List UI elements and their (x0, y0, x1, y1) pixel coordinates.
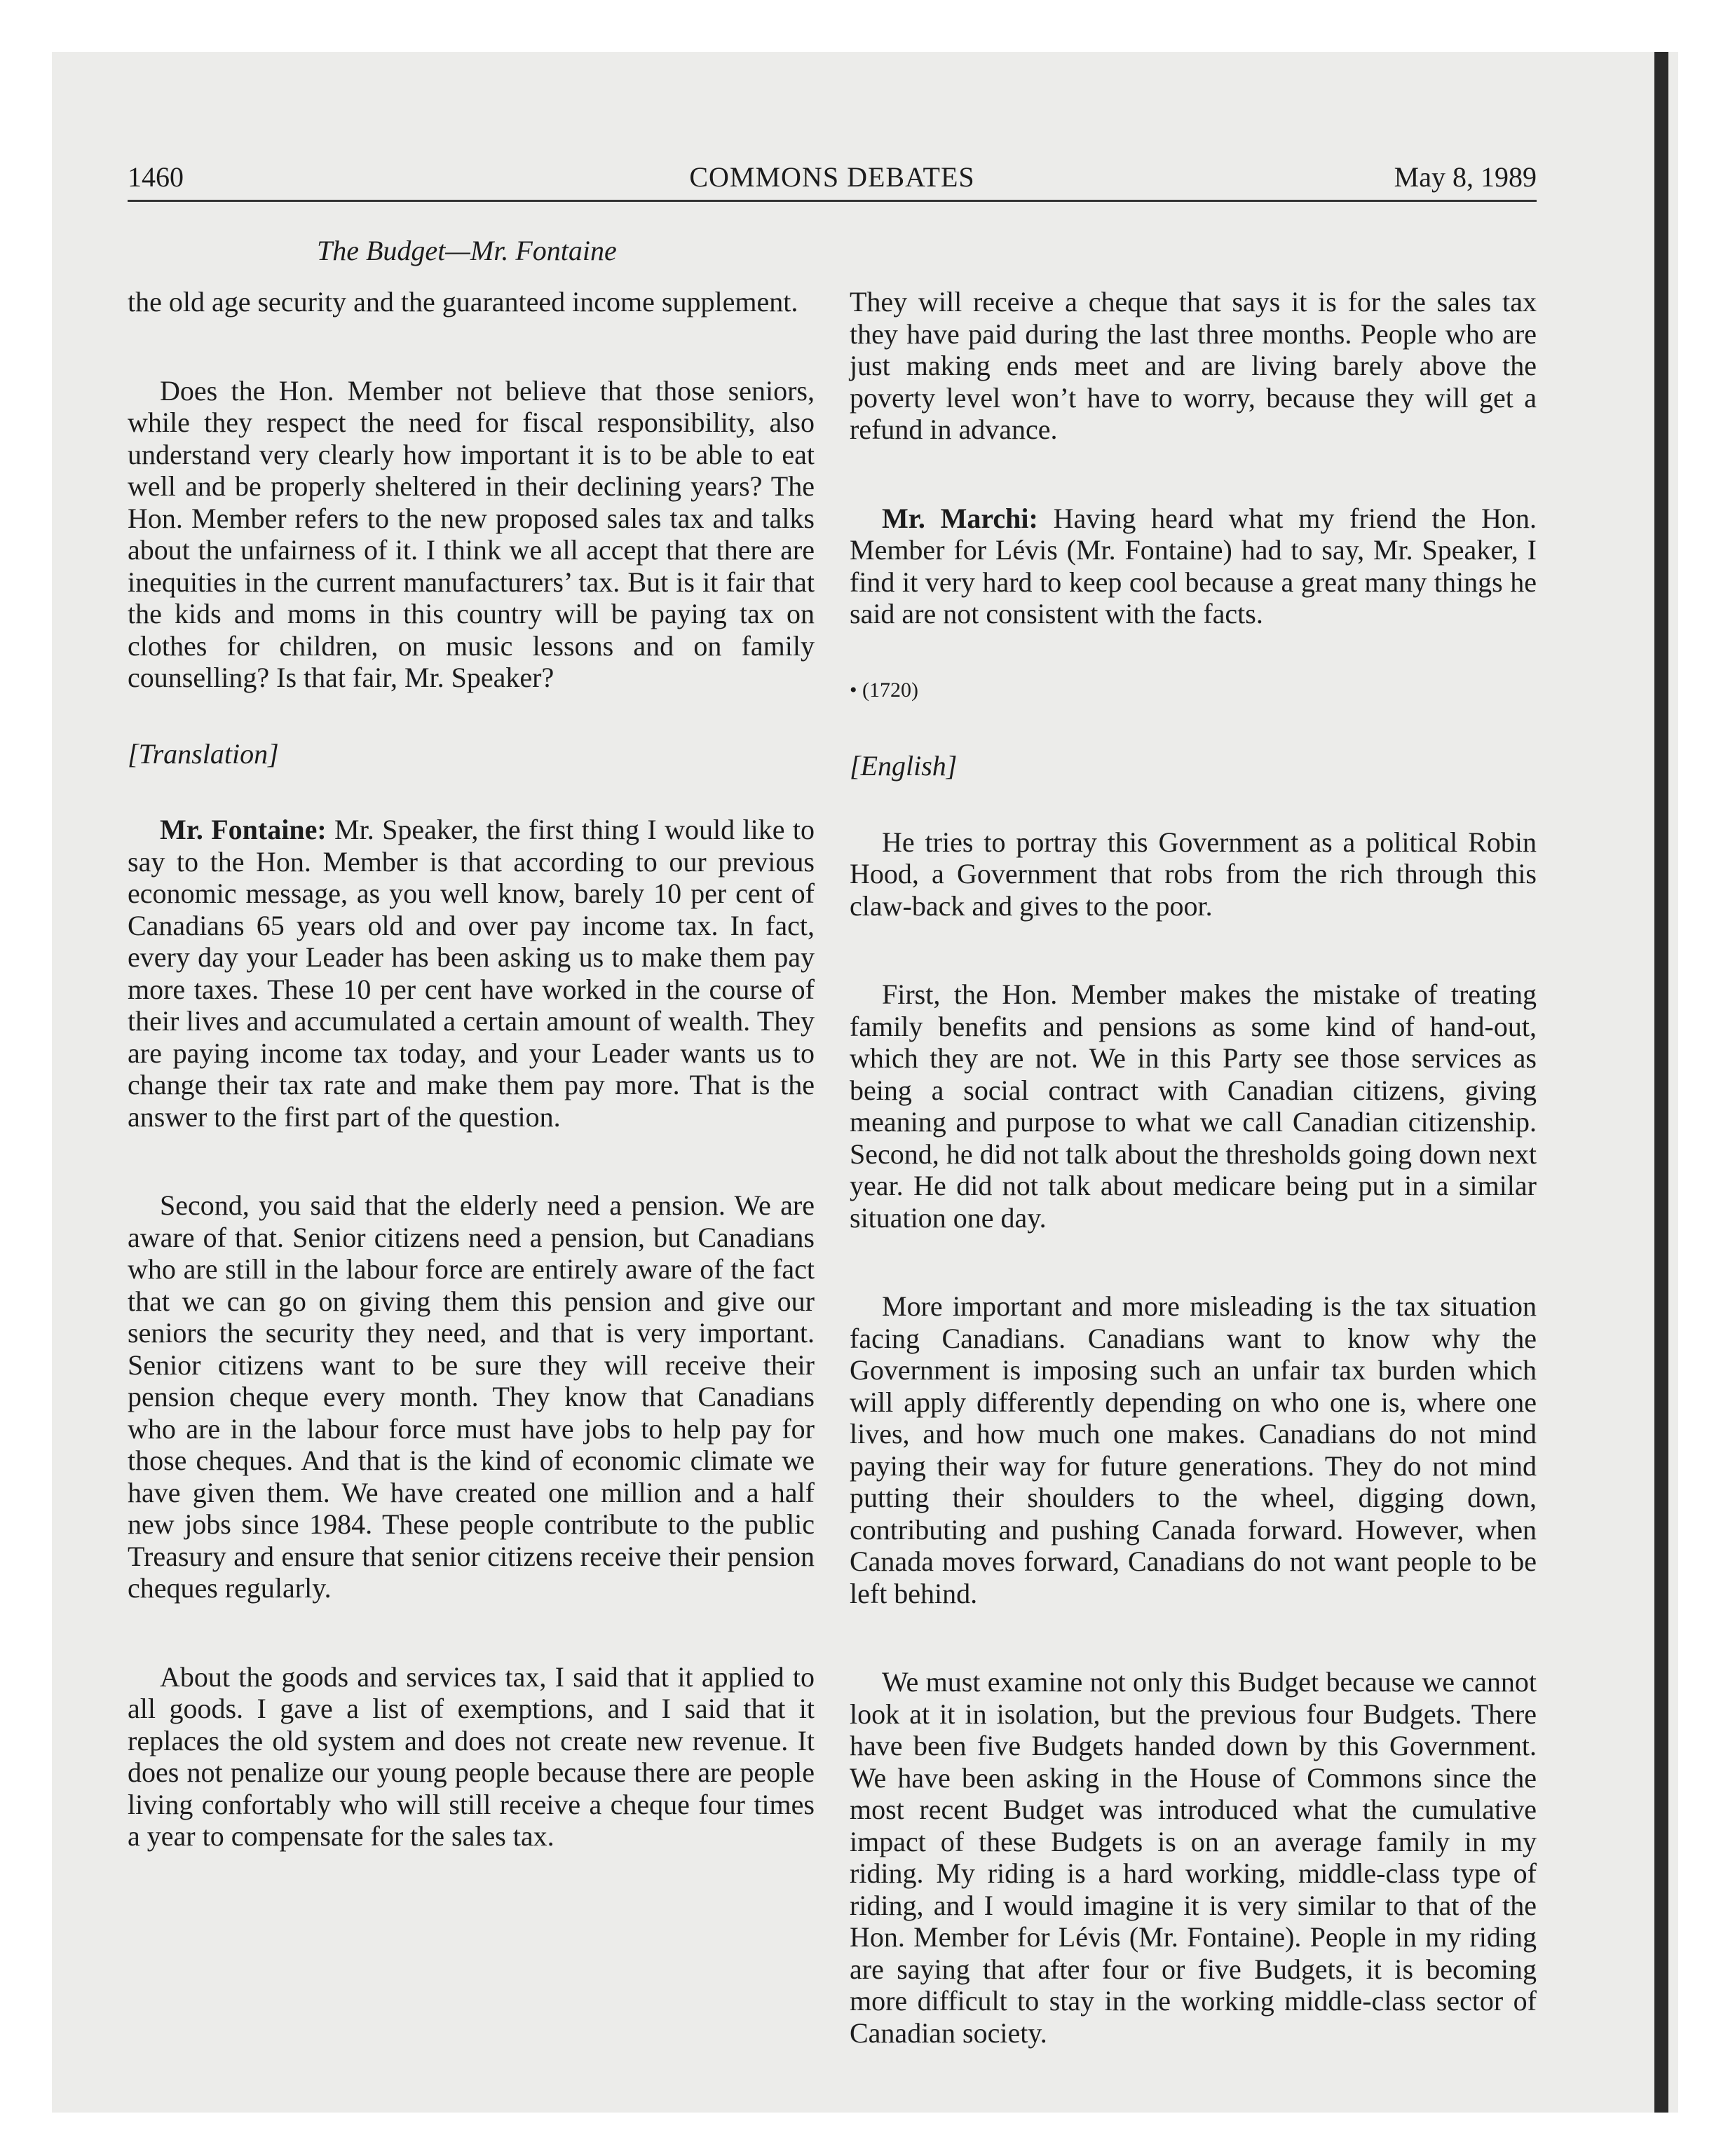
speech-text: Having heard what my friend the Hon. Member for Lévis (Mr. Fontaine) had to say, Mr. Speaker, I find it very hard to keep cool because a great many things he said are not consistent with the facts. (850, 502, 1537, 629)
time-marker: • (1720) (850, 678, 918, 702)
left-column (128, 286, 815, 1853)
publication-date: May 8, 1989 (1394, 161, 1537, 193)
paragraph: He tries to portray this Government as a political Robin Hood, a Government that robs from the rich through this claw-back and gives to the poor. (850, 826, 1537, 922)
paragraph: the old age security and the guaranteed income supplement. (128, 286, 798, 318)
paragraph: We must examine not only this Budget because we cannot look at it in isolation, but the previous four Budgets. There have been five Budgets handed down by this Government. We have been asking in the House of Commons since the most recent Budget was introduced what the cumulative impact of these Budgets is on an average family in my riding. My riding is a hard working, middle-class type of riding, and I would imagine it is very similar to that of the Hon. Member for Lévis (Mr. Fontaine). People in my riding are saying that after four or five Budgets, it is becoming more difficult to stay in the working middle-class sector of Canadian society. (850, 1666, 1537, 2049)
right-column (850, 286, 1537, 2049)
paragraph: More important and more misleading is the tax situation facing Canadians. Canadians want to know why the Government is imposing such an unfair tax burden which will apply differently depending on who one is, where one lives, and how much one makes. Canadians do not mind paying their way for future generations. They do not mind putting their shoulders to the wheel, digging down, contributing and pushing Canada forward. However, when Canada moves forward, Canadians do not want people to be left behind. (850, 1290, 1537, 1609)
paragraph: They will receive a cheque that says it is for the sales tax they have paid during the last three months. People who are just making ends meet and are living barely above the poverty level won’t have to worry, because they will get a refund in advance. (850, 286, 1537, 445)
speech-text: Mr. Speaker, the first thing I would like to say to the Hon. Member is that according to our previous economic message, as you well know, barely 10 per cent of Canadians 65 years old and over pay income tax. In fact, every day your Leader has been asking us to make them pay more taxes. These 10 per cent have worked in the course of their lives and accumulated a certain amount of wealth. They are paying income tax today, and your Leader wants us to change their tax rate and make them pay more. That is the answer to the first part of the question. (128, 814, 815, 1133)
translation-marker: [Translation] (128, 737, 279, 770)
scan-edge (1654, 52, 1668, 2113)
paragraph (128, 814, 815, 1133)
paragraph: First, the Hon. Member makes the mistake of treating family benefits and pensions as some kind of hand-out, which they are not. We in this Party see those services as being a social contract with Canadian citizens, giving meaning and purpose to what we call Canadian citizenship. Second, he did not talk about the thresholds going down next year. He did not talk about medicare being put in a similar situation one day. (850, 978, 1537, 1234)
publication-title: COMMONS DEBATES (689, 161, 975, 193)
english-marker: [English] (850, 750, 958, 782)
speaker-name: Mr. Fontaine: (160, 814, 327, 845)
paragraph: Second, you said that the elderly need a pension. We are aware of that. Senior citizens need a pension, but Canadians who are still in the labour force are entirely aware of the fact that we can go on giving them this pension and give our seniors the security they need, and that is very important. Senior citizens want to be sure they will receive their pension cheque every month. They know that Canadians who are in the labour force must have jobs to help pay for those cheques. And that is the kind of economic climate we have given them. We have created one million and a half new jobs since 1984. These people contribute to the public Treasury and ensure that senior citizens receive their pension cheques regularly. (128, 1189, 815, 1604)
paragraph: About the goods and services tax, I said that it applied to all goods. I gave a list of exemptions, and I said that it replaces the old system and does not create new revenue. It does not penalize our young people because there are people living confortably who will still receive a cheque four times a year to compensate for the sales tax. (128, 1660, 815, 1852)
page-number: 1460 (128, 161, 184, 193)
paragraph (850, 503, 1537, 630)
paragraph: Does the Hon. Member not believe that those seniors, while they respect the need for fiscal responsibility, also understand very clearly how important it is to be able to eat well and be properly sheltered in their declining years? The Hon. Member refers to the new proposed sales tax and talks about the unfairness of it. I think we all accept that there are inequities in the current manufacturers’ tax. But is it fair that the kids and moms in this country will be paying tax on clothes for children, on music lessons and on family counselling? Is that fair, Mr. Speaker? (128, 374, 815, 693)
page-header (128, 158, 1537, 202)
running-head: The Budget—Mr. Fontaine (317, 235, 617, 266)
speaker-name: Mr. Marchi: (882, 502, 1038, 534)
